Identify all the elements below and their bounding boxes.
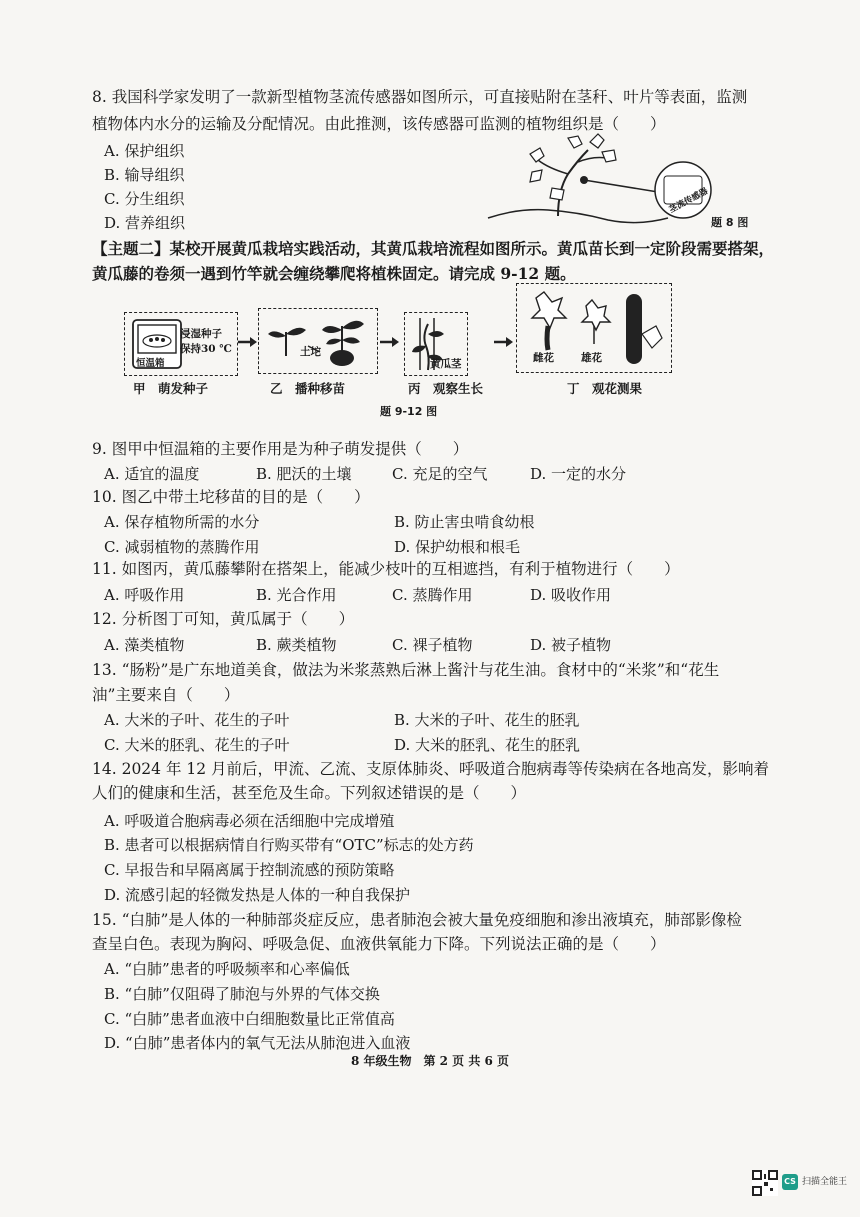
q10-option-d: D. 保护幼根和根毛	[394, 538, 521, 556]
q13-option-a: A. 大米的子叶、花生的子叶	[104, 711, 290, 729]
flow-stage-jia-label: 甲 萌发种子	[133, 381, 209, 396]
theme2-intro-line1: 【主题二】某校开展黄瓜栽培实践活动，其黄瓜栽培流程如图所示。黄瓜苗长到一定阶段需要搭架，	[92, 239, 775, 258]
q11-option-c: C. 蒸腾作用	[392, 586, 473, 604]
scanner-logo: CS	[782, 1174, 798, 1190]
q15-option-a: A. “白肺”患者的呼吸频率和心率偏低	[104, 960, 350, 978]
q13-option-d: D. 大米的胚乳、花生的胚乳	[394, 736, 581, 754]
qr-code-icon	[752, 1170, 778, 1196]
q8-sensor-label: 茎流传感器	[667, 186, 710, 216]
q10-stem: 10. 图乙中带土坨移苗的目的是（ ）	[92, 488, 370, 506]
q9-option-a: A. 适宜的温度	[104, 465, 200, 483]
flow-jia-note1: 浸湿种子	[180, 328, 222, 340]
flow-ding-male: 雄花	[581, 352, 602, 364]
q11-option-b: B. 光合作用	[256, 586, 337, 604]
q14-option-d: D. 流感引起的轻微发热是人体的一种自我保护	[104, 886, 411, 904]
arrow-right-icon	[494, 336, 514, 348]
q14-option-a: A. 呼吸道合胞病毒必须在活细胞中完成增殖	[104, 812, 395, 830]
q8-stem-line2: 植物体内水分的运输及分配情况。由此推测，该传感器可监测的植物组织是（ ）	[92, 115, 666, 133]
page-footer: 8 年级生物 第 2 页 共 6 页	[350, 1054, 510, 1068]
q14-option-b: B. 患者可以根据病情自行购买带有“OTC”标志的处方药	[104, 836, 474, 854]
flow-stage-bing-label: 丙 观察生长	[408, 381, 484, 396]
q12-option-a: A. 藻类植物	[104, 636, 185, 654]
q11-option-d: D. 吸收作用	[530, 586, 612, 604]
q12-option-c: C. 裸子植物	[392, 636, 473, 654]
q13-option-b: B. 大米的子叶、花生的胚乳	[394, 711, 580, 729]
flow-ding-female: 雌花	[533, 352, 554, 364]
q8-option-c: C. 分生组织	[104, 190, 185, 208]
flow-bing-note: 黄瓜茎	[430, 358, 462, 370]
theme2-intro-line2: 黄瓜藤的卷须一遇到竹竿就会缠绕攀爬将植株固定。请完成 9-12 题。	[92, 264, 576, 283]
q13-stem-line2: 油”主要来自（ ）	[92, 686, 240, 704]
q15-option-b: B. “白肺”仅阻碍了肺泡与外界的气体交换	[104, 985, 380, 1003]
q8-figure-caption: 题 8 图	[711, 216, 749, 229]
q12-option-b: B. 蕨类植物	[256, 636, 337, 654]
q10-option-b: B. 防止害虫啃食幼根	[394, 513, 535, 531]
q13-option-c: C. 大米的胚乳、花生的子叶	[104, 736, 290, 754]
q8-option-a: A. 保护组织	[104, 142, 185, 160]
q15-option-d: D. “白肺”患者体内的氧气无法从肺泡进入血液	[104, 1034, 411, 1052]
flow-jia-note2: 保持30 ℃	[180, 343, 232, 355]
q12-stem: 12. 分析图丁可知，黄瓜属于（ ）	[92, 610, 355, 628]
flow-figure-caption: 题 9-12 图	[380, 405, 438, 418]
q8-option-b: B. 输导组织	[104, 166, 185, 184]
q12-option-d: D. 被子植物	[530, 636, 612, 654]
q15-stem-line1: 15. “白肺”是人体的一种肺部炎症反应，患者肺泡会被大量免疫细胞和渗出液填充，肺部影像检	[92, 911, 742, 929]
q9-option-b: B. 肥沃的土壤	[256, 465, 352, 483]
q13-stem-line1: 13. “肠粉”是广东地道美食，做法为米浆蒸熟后淋上酱汁与花生油。食材中的“米浆”和“花生	[92, 661, 720, 679]
q9-option-d: D. 一定的水分	[530, 465, 627, 483]
scanner-app-name: 扫描全能王	[802, 1177, 848, 1187]
q14-option-c: C. 早报告和早隔离属于控制流感的预防策略	[104, 861, 395, 879]
q11-stem: 11. 如图丙，黄瓜藤攀附在搭架上，能减少枝叶的互相遮挡，有利于植物进行（ ）	[92, 560, 680, 578]
q14-stem-line1: 14. 2024 年 12 月前后，甲流、乙流、支原体肺炎、呼吸道合胞病毒等传染病在各地高发，影响着	[92, 760, 770, 778]
q8-option-d: D. 营养组织	[104, 214, 186, 232]
q10-option-c: C. 减弱植物的蒸腾作用	[104, 538, 260, 556]
q14-stem-line2: 人们的健康和生活，甚至危及生命。下列叙述错误的是（ ）	[92, 784, 527, 802]
q8-stem-line1: 8. 我国科学家发明了一款新型植物茎流传感器如图所示，可直接贴附在茎秆、叶片等表面，监测	[92, 88, 748, 106]
scanner-watermark	[752, 1170, 848, 1198]
incubator-label: 恒温箱	[136, 358, 165, 369]
q9-option-c: C. 充足的空气	[392, 465, 488, 483]
flow-yi-note: 土坨	[300, 346, 321, 358]
seedling-icon	[264, 312, 372, 368]
q15-option-c: C. “白肺”患者血液中白细胞数量比正常值高	[104, 1010, 395, 1028]
arrow-right-icon	[238, 336, 258, 348]
flow-stage-yi-label: 乙 播种移苗	[270, 381, 346, 396]
flow-stage-ding-label: 丁 观花测果	[567, 381, 643, 396]
q15-stem-line2: 查呈白色。表现为胸闷、呼吸急促、血液供氧能力下降。下列说法正确的是（ ）	[92, 935, 666, 953]
arrow-right-icon	[380, 336, 400, 348]
q9-stem: 9. 图甲中恒温箱的主要作用是为种子萌发提供（ ）	[92, 440, 469, 458]
q11-option-a: A. 呼吸作用	[104, 586, 185, 604]
q10-option-a: A. 保存植物所需的水分	[104, 513, 260, 531]
